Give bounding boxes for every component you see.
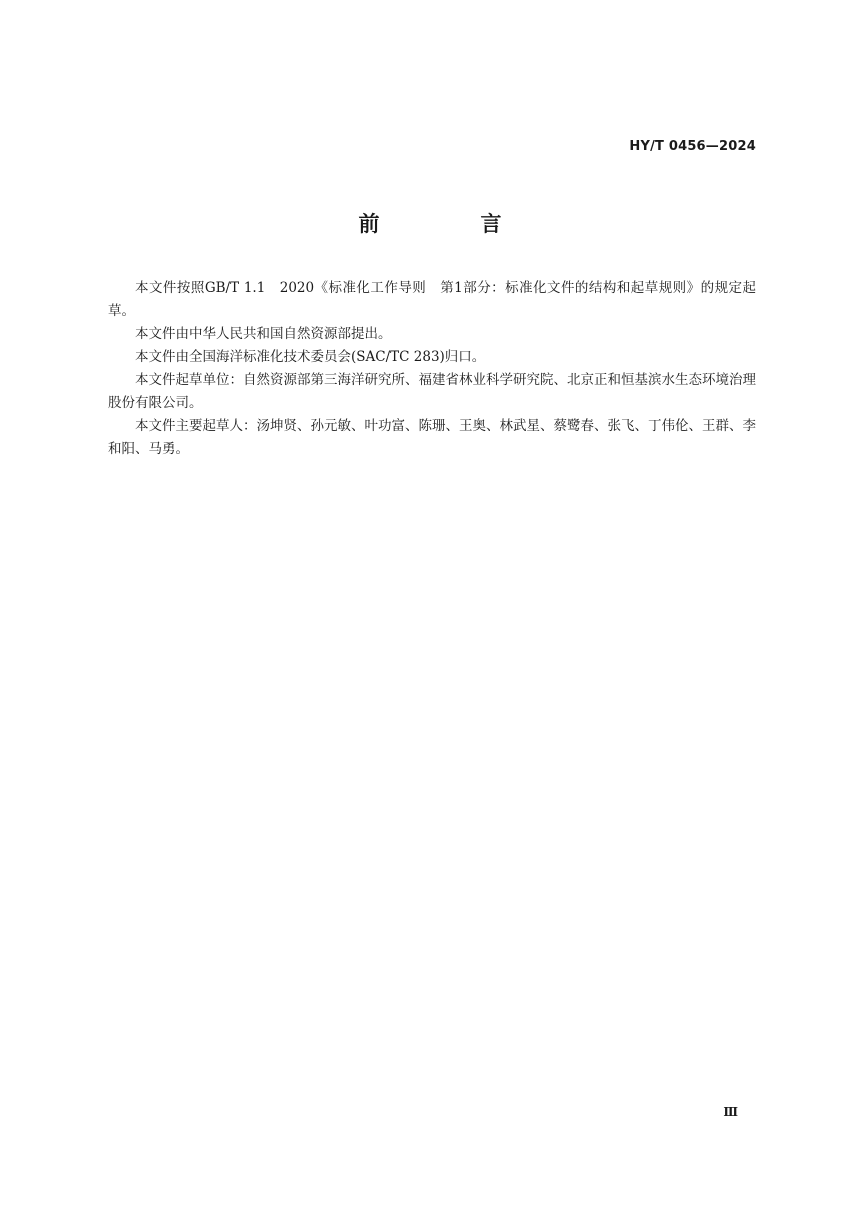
paragraph-drafting-basis: 本文件按照GB/T 1.1 2020《标准化工作导则 第1部分：标准化文件的结构和起草规则》的规定起草。: [108, 280, 756, 319]
page-number: Ⅲ: [723, 1105, 738, 1119]
paragraph-centralized-by: 本文件由全国海洋标准化技术委员会(SAC/TC 283)归口。: [135, 349, 486, 365]
section-title: 前 言: [358, 212, 542, 236]
paragraph-drafters: 本文件主要起草人：汤坤贤、孙元敏、叶功富、陈珊、王奥、林武星、蔡鹭春、张飞、丁伟伦、王群、李和阳、马勇。: [108, 418, 756, 457]
document-code: HY/T 0456—2024: [629, 139, 756, 154]
paragraph-proposer: 本文件由中华人民共和国自然资源部提出。: [135, 326, 392, 342]
paragraph-drafting-units: 本文件起草单位：自然资源部第三海洋研究所、福建省林业科学研究院、北京正和恒基滨水生态环境治理股份有限公司。: [108, 372, 756, 411]
foreword-body: [108, 277, 756, 461]
